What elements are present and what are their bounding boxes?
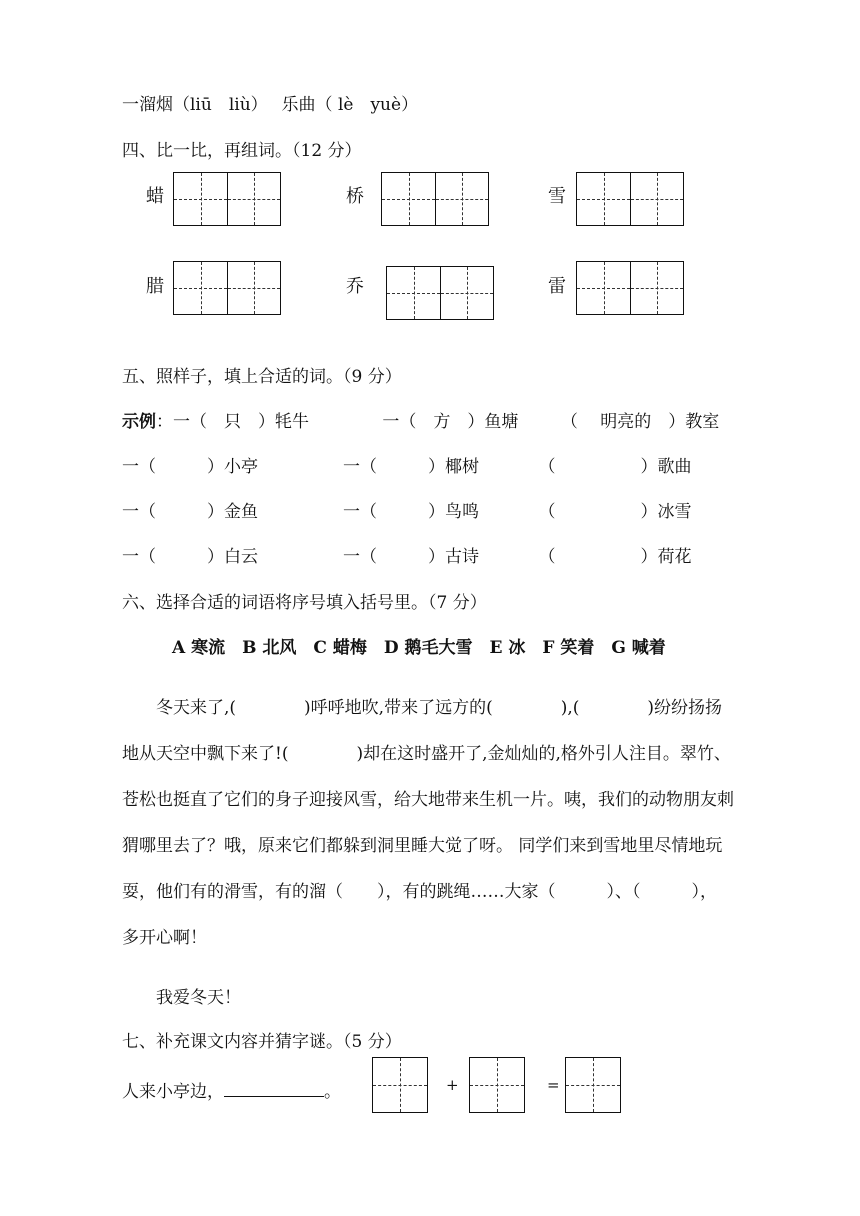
writing-grid-2[interactable] [381, 172, 489, 226]
writing-grid-4[interactable] [173, 261, 281, 315]
plus-sign: + [446, 1076, 459, 1094]
riddle-prefix: 人来小亭边， [122, 1082, 224, 1102]
q5-example [122, 411, 719, 433]
q6-paragraph [122, 685, 762, 961]
writing-grid-3[interactable] [576, 172, 684, 226]
riddle-box-1[interactable] [372, 1057, 428, 1113]
q4-char-3: 雪 [548, 186, 566, 207]
pinyin-line: 一溜烟（liū liù） 乐曲（ lè yuè） [122, 95, 419, 115]
riddle-box-2[interactable] [469, 1057, 525, 1113]
writing-grid-6[interactable] [576, 261, 684, 315]
q6-title: 六、选择合适的词语将序号填入括号里。（7 分） [122, 593, 487, 613]
q4-char-4: 腊 [146, 276, 164, 297]
q5-row-3[interactable]: 一（ ）白云 一（ ）古诗 （ ）荷花 [122, 547, 692, 567]
q6-options: A 寒流 B 北风 C 蜡梅 D 鹅毛大雪 E 冰 F 笑着 G 喊着 [172, 638, 666, 658]
q4-char-2: 桥 [346, 186, 364, 207]
example-label: 示例 [122, 412, 156, 432]
q5-title: 五、照样子，填上合适的词。（9 分） [122, 367, 402, 387]
paragraph-line: 苍松也挺直了它们的身子迎接风雪，给大地带来生机一片。咦，我们的动物朋友刺 [122, 790, 734, 810]
riddle-box-3[interactable] [565, 1057, 621, 1113]
q4-char-5: 乔 [346, 276, 364, 297]
writing-grid-5[interactable] [386, 266, 494, 320]
paragraph-line[interactable]: 耍，他们有的滑雪，有的溜（ ），有的跳绳……大家（ ）、（ ）， [122, 882, 717, 902]
writing-grid-1[interactable] [173, 172, 281, 226]
q6-closing: 我爱冬天！ [122, 988, 241, 1008]
paragraph-line[interactable]: 冬天来了,( )呼呼地吹,带来了远方的( ),( )纷纷扬扬 [122, 698, 723, 718]
q5-row-1[interactable]: 一（ ）小亭 一（ ）椰树 （ ）歌曲 [122, 457, 692, 477]
example-text: ：一（ 只 ）牦牛 一（ 方 ）鱼塘 （ 明亮的 ）教室 [156, 412, 720, 432]
q4-char-1: 蜡 [146, 186, 164, 207]
riddle-suffix: 。 [324, 1082, 341, 1102]
q4-char-6: 雷 [548, 276, 566, 297]
paragraph-line: 猬哪里去了？哦，原来它们都躲到洞里睡大觉了呀。 同学们来到雪地里尽情地玩 [122, 836, 723, 856]
paragraph-line: 多开心啊！ [122, 928, 207, 948]
riddle-blank[interactable] [224, 1078, 324, 1097]
equals-sign: = [547, 1076, 560, 1094]
q7-title: 七、补充课文内容并猜字谜。（5 分） [122, 1032, 402, 1052]
q5-row-2[interactable]: 一（ ）金鱼 一（ ）鸟鸣 （ ）冰雪 [122, 502, 692, 522]
q4-title: 四、比一比，再组词。（12 分） [122, 141, 362, 161]
paragraph-line[interactable]: 地从天空中飘下来了!( )却在这时盛开了,金灿灿的,格外引人注目。翠竹、 [122, 744, 731, 764]
riddle-line [122, 1078, 341, 1103]
